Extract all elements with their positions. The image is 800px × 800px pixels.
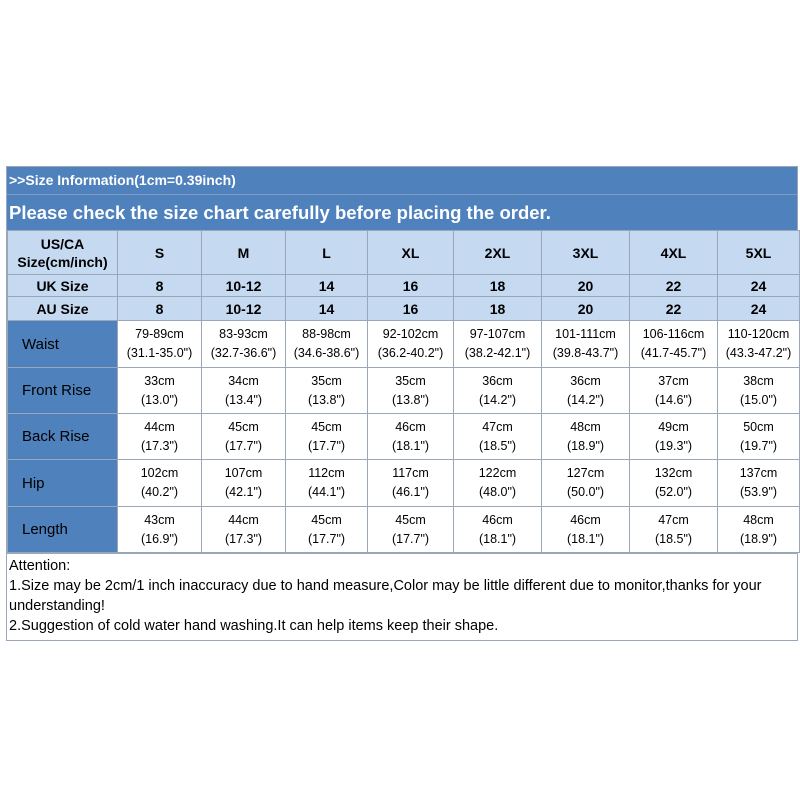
uk-size-cell: 24	[718, 275, 800, 297]
au-size-cell: 16	[368, 297, 454, 321]
au-size-cell: 8	[118, 297, 202, 321]
measure-inch: (18.1")	[391, 438, 430, 453]
measure-cell	[718, 368, 800, 414]
measure-cell	[286, 321, 368, 368]
measure-cell	[630, 507, 718, 553]
us-size-cell: S	[118, 231, 202, 275]
measure-inch: (18.9")	[739, 531, 778, 546]
measure-label: Back Rise	[8, 414, 118, 460]
measure-inch: (17.7")	[224, 438, 263, 453]
measure-cell	[542, 460, 630, 507]
measure-cell	[454, 507, 542, 553]
measure-cell	[202, 321, 286, 368]
au-size-cell: 14	[286, 297, 368, 321]
measure-cell	[368, 321, 454, 368]
us-size-cell: 4XL	[630, 231, 718, 275]
measure-cell	[202, 414, 286, 460]
measure-cell	[118, 507, 202, 553]
measure-cell	[368, 460, 454, 507]
measure-cm: 106-116cm	[642, 327, 705, 341]
measure-cell	[118, 414, 202, 460]
measure-cell	[718, 414, 800, 460]
measure-cm: 44cm	[144, 419, 175, 434]
measure-cell	[202, 368, 286, 414]
uk-size-cell: 22	[630, 275, 718, 297]
measure-cm: 79-89cm	[135, 327, 184, 341]
measure-cell	[542, 321, 630, 368]
measure-inch: (15.0")	[739, 392, 778, 407]
measure-inch: (39.8-43.7")	[552, 346, 619, 360]
measure-cm: 127cm	[566, 466, 605, 480]
uk-size-cell: 8	[118, 275, 202, 297]
measure-cm: 45cm	[311, 419, 342, 434]
measure-cell	[286, 460, 368, 507]
measure-row-front-rise	[8, 368, 800, 414]
measure-cell	[202, 507, 286, 553]
measure-cm: 33cm	[144, 373, 175, 388]
measure-cm: 35cm	[395, 373, 426, 388]
au-size-cell: 24	[718, 297, 800, 321]
measure-cm: 110-120cm	[727, 327, 790, 341]
measure-cell	[368, 507, 454, 553]
measure-row-length	[8, 507, 800, 553]
measure-inch: (16.9")	[140, 531, 179, 546]
measure-inch: (17.3")	[224, 531, 263, 546]
measure-cell	[118, 368, 202, 414]
measure-inch: (43.3-47.2")	[725, 346, 792, 360]
us-size-cell: XL	[368, 231, 454, 275]
measure-inch: (18.5")	[654, 531, 693, 546]
measure-cm: 46cm	[570, 512, 601, 527]
measure-cell	[454, 368, 542, 414]
au-size-label: AU Size	[8, 297, 118, 321]
measure-cm: 117cm	[392, 466, 429, 480]
size-notice-banner: Please check the size chart carefully before placing the order.	[7, 195, 797, 230]
measure-cm: 44cm	[228, 512, 259, 527]
measure-cell	[718, 321, 800, 368]
measure-cm: 101-111cm	[555, 327, 616, 341]
measure-cm: 112cm	[308, 466, 345, 480]
measure-inch: (13.8")	[391, 392, 430, 407]
measure-cell	[454, 460, 542, 507]
measure-cm: 48cm	[570, 419, 601, 434]
measure-inch: (14.2")	[566, 392, 605, 407]
measure-cm: 46cm	[482, 512, 513, 527]
measure-cm: 47cm	[658, 512, 689, 527]
measure-cell	[202, 460, 286, 507]
uk-size-cell: 14	[286, 275, 368, 297]
measure-inch: (50.0")	[566, 485, 605, 499]
us-size-cell: L	[286, 231, 368, 275]
measure-cell	[630, 368, 718, 414]
measure-cm: 83-93cm	[219, 327, 268, 341]
measure-cell	[630, 321, 718, 368]
measure-cell	[286, 368, 368, 414]
us-size-label-line1: US/CA	[40, 235, 85, 252]
measure-cell	[718, 460, 800, 507]
measure-cell	[542, 414, 630, 460]
us-size-cell: 2XL	[454, 231, 542, 275]
measure-inch: (14.6")	[654, 392, 693, 407]
uk-size-label: UK Size	[8, 275, 118, 297]
measure-inch: (38.2-42.1")	[464, 346, 531, 360]
measure-inch: (18.9")	[566, 438, 605, 453]
measure-cell	[542, 507, 630, 553]
uk-size-cell: 18	[454, 275, 542, 297]
measure-cell	[368, 414, 454, 460]
us-size-cell: 3XL	[542, 231, 630, 275]
us-size-row	[8, 231, 800, 275]
measure-cm: 43cm	[144, 512, 175, 527]
measure-inch: (41.7-45.7")	[640, 346, 707, 360]
measure-cm: 132cm	[654, 466, 693, 480]
measure-inch: (48.0")	[478, 485, 517, 499]
attention-title: Attention:	[9, 558, 71, 574]
measure-inch: (13.4")	[224, 392, 263, 407]
measure-inch: (36.2-40.2")	[377, 346, 444, 360]
measure-inch: (17.7")	[307, 531, 346, 546]
measure-cm: 92-102cm	[382, 327, 439, 341]
measure-inch: (17.3")	[140, 438, 179, 453]
uk-size-cell: 20	[542, 275, 630, 297]
measure-cell	[630, 414, 718, 460]
measure-inch: (34.6-38.6")	[293, 346, 360, 360]
measure-cm: 45cm	[311, 512, 342, 527]
measure-inch: (31.1-35.0")	[126, 346, 193, 360]
measure-cell	[630, 460, 718, 507]
au-size-row	[8, 297, 800, 321]
measure-inch: (42.1")	[224, 485, 263, 499]
uk-size-cell: 10-12	[202, 275, 286, 297]
measure-cm: 88-98cm	[302, 327, 351, 341]
measure-inch: (13.0")	[140, 392, 179, 407]
measure-inch: (40.2")	[140, 485, 179, 499]
measure-inch: (19.7")	[739, 438, 778, 453]
measure-cm: 35cm	[311, 373, 342, 388]
measure-inch: (14.2")	[478, 392, 517, 407]
measure-inch: (17.7")	[391, 531, 430, 546]
us-size-cell: M	[202, 231, 286, 275]
measure-cm: 37cm	[658, 373, 689, 388]
us-size-cell: 5XL	[718, 231, 800, 275]
measure-inch: (17.7")	[307, 438, 346, 453]
measure-cell	[286, 507, 368, 553]
measure-row-back-rise	[8, 414, 800, 460]
measure-cm: 47cm	[482, 419, 513, 434]
measure-cm: 36cm	[482, 373, 513, 388]
measure-cm: 45cm	[228, 419, 259, 434]
au-size-cell: 10-12	[202, 297, 286, 321]
measure-cm: 46cm	[395, 419, 426, 434]
measure-label: Front Rise	[8, 368, 118, 414]
measure-inch: (44.1")	[307, 485, 346, 499]
size-info-banner: >>Size Information(1cm=0.39inch)	[7, 167, 797, 195]
size-table	[7, 230, 800, 553]
measure-cm: 102cm	[140, 466, 179, 480]
uk-size-row	[8, 275, 800, 297]
measure-label: Hip	[8, 460, 118, 507]
attention-notes	[7, 553, 797, 640]
measure-cm: 34cm	[228, 373, 259, 388]
measure-cell	[542, 368, 630, 414]
measure-label: Waist	[8, 321, 118, 368]
measure-cell	[286, 414, 368, 460]
measure-inch: (32.7-36.6")	[210, 346, 277, 360]
measure-cell	[718, 507, 800, 553]
measure-cm: 48cm	[743, 512, 774, 527]
attention-item-1: 1.Size may be 2cm/1 inch inaccuracy due to hand measure,Color may be little different due to monitor,thanks for your understanding!	[9, 578, 762, 614]
measure-cell	[454, 321, 542, 368]
measure-inch: (18.1")	[566, 531, 605, 546]
measure-cm: 137cm	[739, 466, 778, 480]
measure-cell	[118, 321, 202, 368]
au-size-cell: 22	[630, 297, 718, 321]
measure-cm: 38cm	[743, 373, 774, 388]
measure-cm: 36cm	[570, 373, 601, 388]
au-size-cell: 20	[542, 297, 630, 321]
measure-inch: (53.9")	[739, 485, 778, 499]
measure-cm: 45cm	[395, 512, 426, 527]
measure-cm: 122cm	[478, 466, 517, 480]
measure-inch: (52.0")	[654, 485, 693, 499]
us-size-label	[8, 231, 118, 275]
measure-inch: (19.3")	[654, 438, 693, 453]
uk-size-cell: 16	[368, 275, 454, 297]
measure-cell	[454, 414, 542, 460]
measure-inch: (18.5")	[478, 438, 517, 453]
attention-item-2: 2.Suggestion of cold water hand washing.It can help items keep their shape.	[9, 618, 499, 634]
measure-cm: 107cm	[224, 466, 263, 480]
measure-inch: (46.1")	[391, 485, 430, 499]
measure-cm: 50cm	[743, 419, 774, 434]
measure-cell	[368, 368, 454, 414]
au-size-cell: 18	[454, 297, 542, 321]
measure-cell	[118, 460, 202, 507]
measure-inch: (18.1")	[478, 531, 517, 546]
measure-row-hip	[8, 460, 800, 507]
measure-cm: 97-107cm	[469, 327, 526, 341]
measure-row-waist	[8, 321, 800, 368]
size-chart	[6, 166, 798, 641]
measure-label: Length	[8, 507, 118, 553]
us-size-label-line2: Size(cm/inch)	[17, 253, 108, 270]
measure-cm: 49cm	[658, 419, 689, 434]
measure-inch: (13.8")	[307, 392, 346, 407]
